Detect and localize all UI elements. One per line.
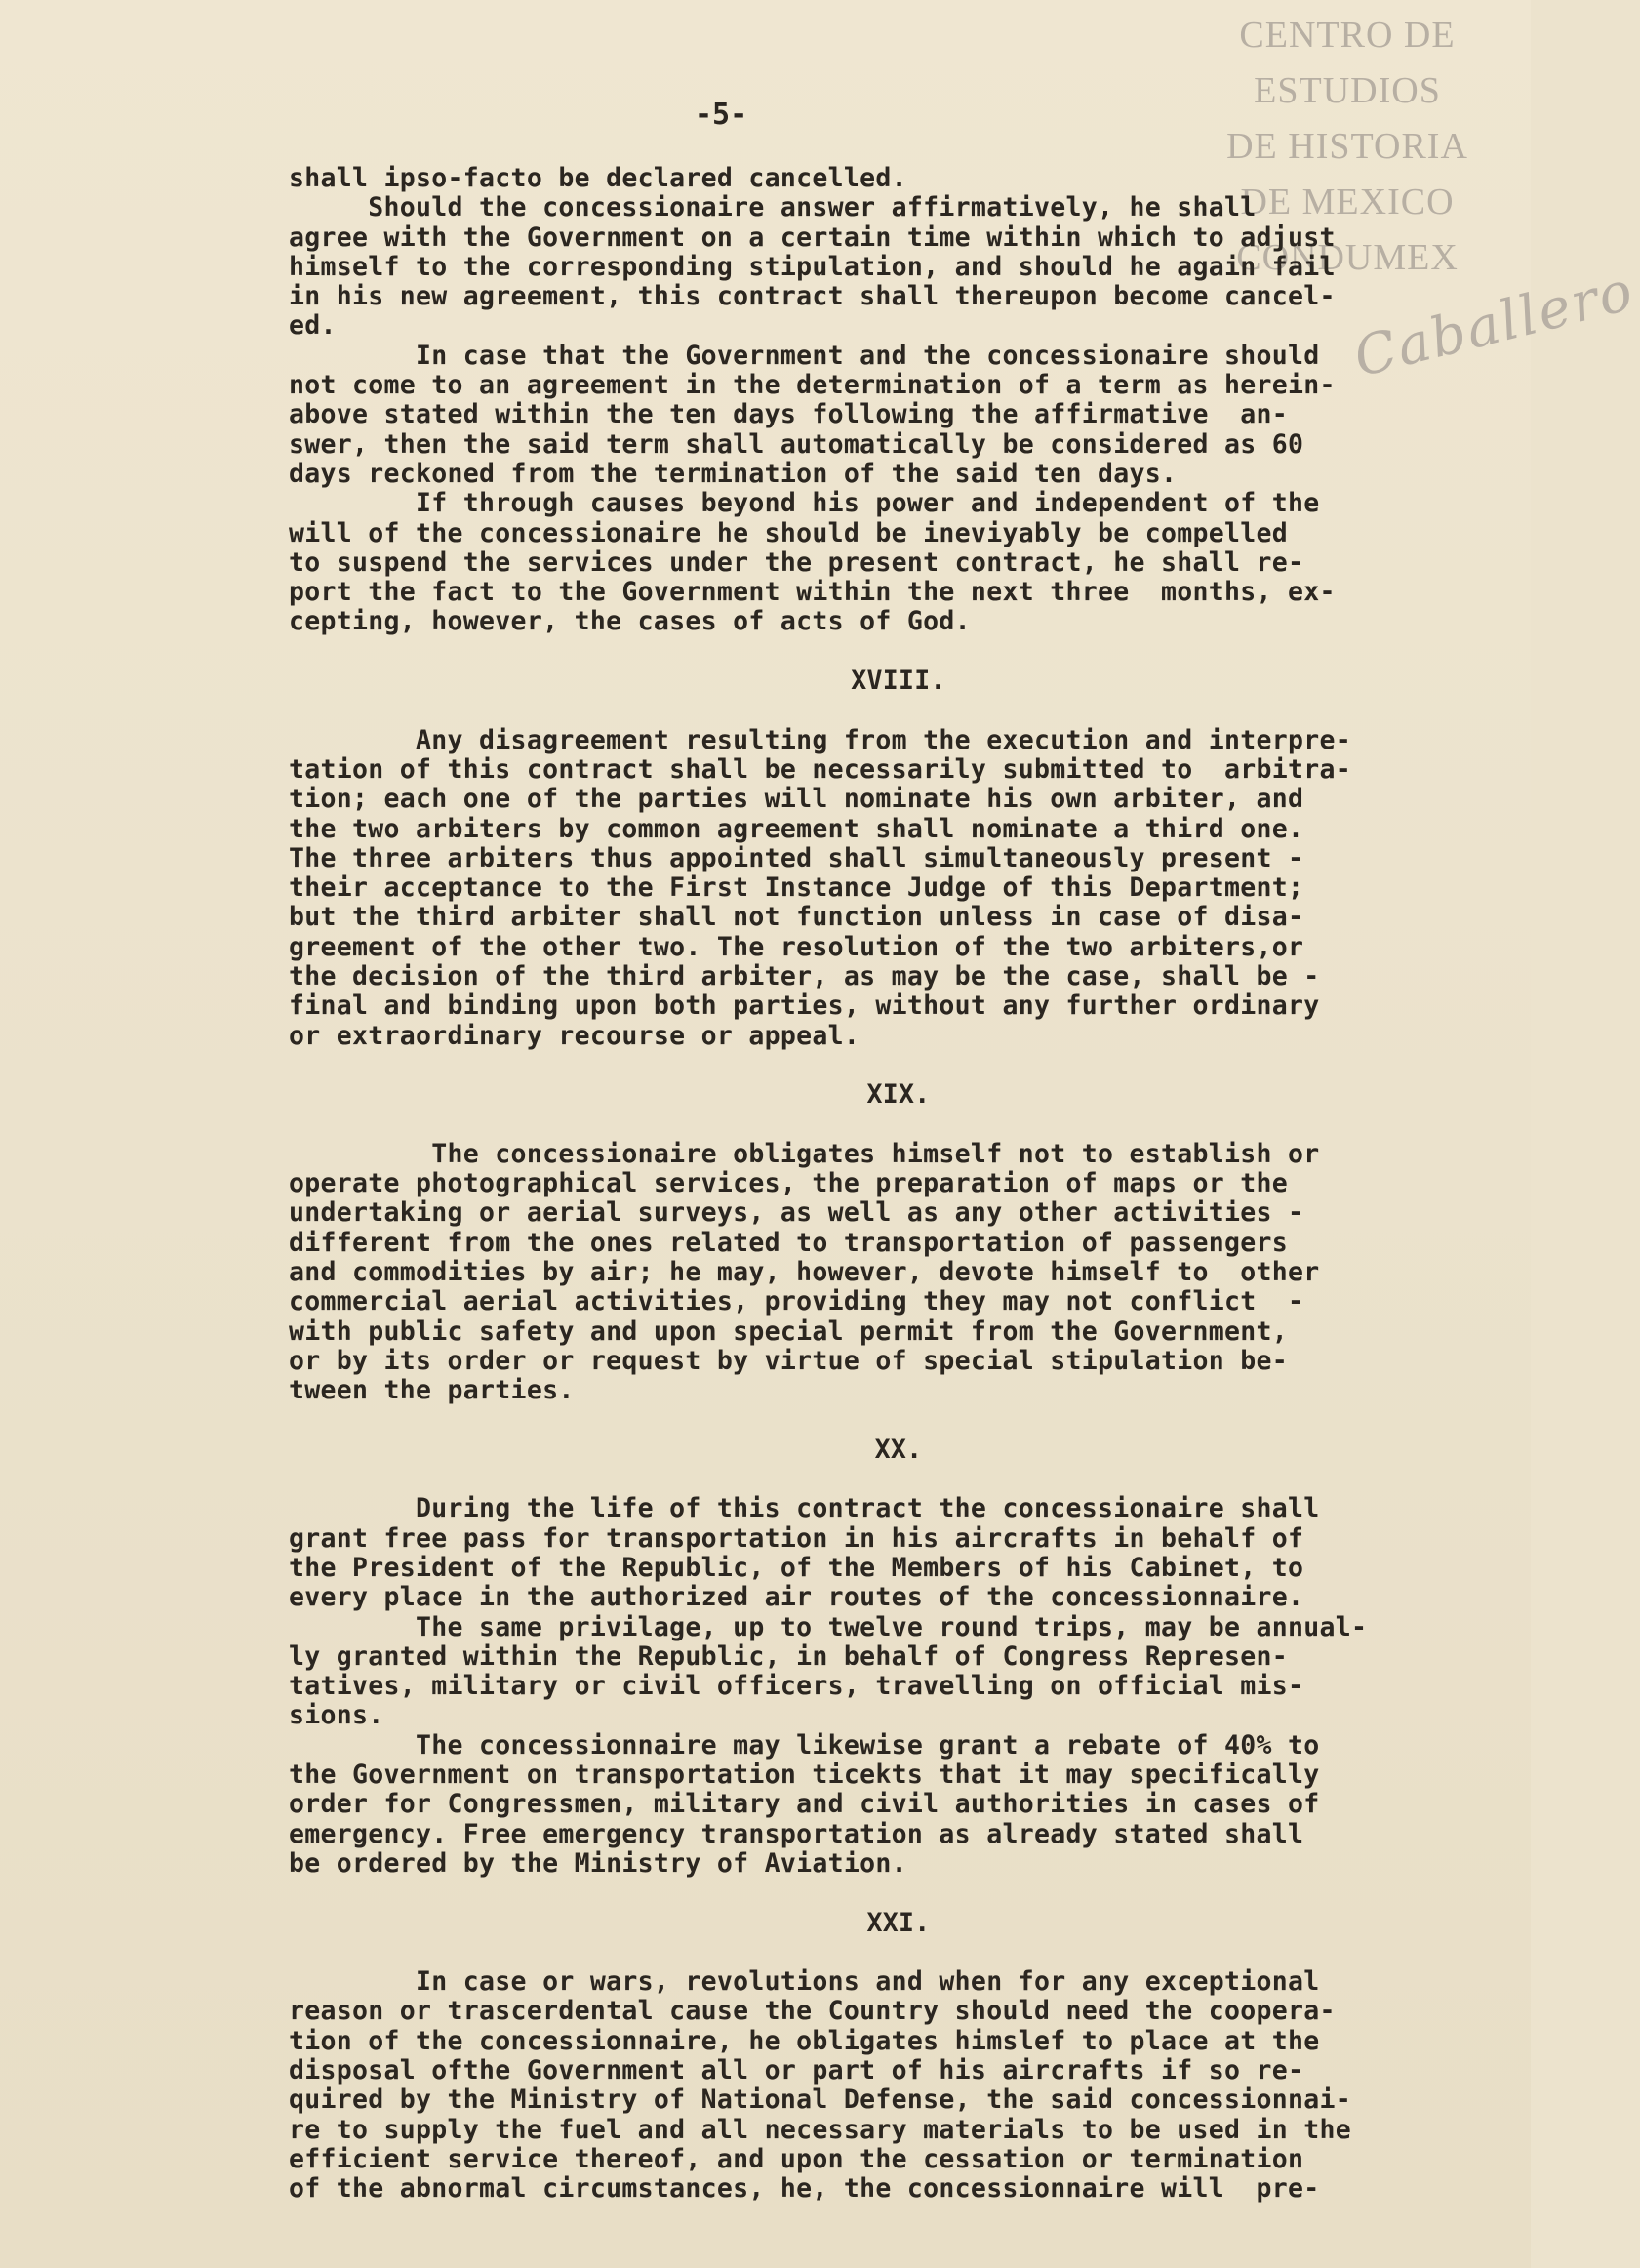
text-line: agree with the Government on a certain time within which to adjust xyxy=(289,222,1336,253)
text-line: but the third arbiter shall not function unless in case of disa- xyxy=(289,902,1304,933)
text-line: not come to an agreement in the determination of a term as herein- xyxy=(289,370,1336,401)
text-line: The concessionaire obligates himself not to establish or xyxy=(289,1138,1320,1169)
text-line: Any disagreement resulting from the execution and interpre- xyxy=(289,724,1352,755)
text-line: the decision of the third arbiter, as may be the case, shall be - xyxy=(289,961,1320,992)
text-line: order for Congressmen, military and civil authorities in cases of xyxy=(289,1789,1320,1820)
text-line: tation of this contract shall be necessarily submitted to arbitra- xyxy=(289,753,1352,785)
text-line: The concessionnaire may likewise grant a rebate of 40% to xyxy=(289,1729,1320,1761)
text-line: If through causes beyond his power and independent of the xyxy=(289,488,1320,519)
section-spacer xyxy=(289,1879,1508,1908)
text-line: In case that the Government and the concessionaire should xyxy=(289,340,1320,371)
text-line: During the life of this contract the concessionaire shall xyxy=(289,1493,1320,1524)
watermark-line: DE HISTORIA xyxy=(1226,126,1468,167)
section-spacer xyxy=(289,1465,1508,1494)
section-heading: XX. xyxy=(874,1434,923,1465)
text-line: tion of the concessionnaire, he obligates himslef to place at the xyxy=(289,2025,1320,2056)
text-line: grant free pass for transportation in his aircrafts in behalf of xyxy=(289,1522,1304,1554)
text-line: their acceptance to the First Instance Judge of this Department; xyxy=(289,872,1304,904)
text-line: undertaking or aerial surveys, as well as any other activities - xyxy=(289,1197,1304,1229)
text-line: final and binding upon both parties, without any further ordinary xyxy=(289,991,1320,1022)
text-line: tween the parties. xyxy=(289,1375,575,1406)
text-line: re to supply the fuel and all necessary materials to be used in the xyxy=(289,2114,1352,2145)
text-line: commercial aerial activities, providing they may not conflict - xyxy=(289,1286,1304,1317)
handwritten-signature: Caballero xyxy=(1347,259,1640,390)
section-heading: XIX. xyxy=(866,1079,931,1111)
text-line: greement of the other two. The resolution of the two arbiters,or xyxy=(289,931,1304,962)
page-number: -5- xyxy=(695,98,748,132)
text-line: port the fact to the Government within the next three months, ex- xyxy=(289,577,1336,608)
text-line: ly granted within the Republic, in behalf of Congress Represen- xyxy=(289,1640,1289,1672)
section-spacer xyxy=(289,1938,1508,1967)
text-line: or extraordinary recourse or appeal. xyxy=(289,1020,860,1051)
text-line: to suspend the services under the present contract, he shall re- xyxy=(289,547,1304,578)
text-line: quired by the Ministry of National Defense, the said concessionnai- xyxy=(289,2085,1352,2116)
watermark-line: CONDUMEX xyxy=(1236,237,1459,278)
text-line: In case or wars, revolutions and when for any exceptional xyxy=(289,1966,1320,1998)
text-line: in his new agreement, this contract shall thereupon become cancel- xyxy=(289,281,1336,312)
text-line: tatives, military or civil officers, travelling on official mis- xyxy=(289,1671,1304,1702)
section-heading: XVIII. xyxy=(851,666,946,697)
text-line: Should the concessionaire answer affirmatively, he shall xyxy=(289,192,1257,223)
text-line: of the abnormal circumstances, he, the concessionnaire will pre- xyxy=(289,2173,1320,2205)
text-line: every place in the authorized air routes of the concessionnaire. xyxy=(289,1582,1304,1613)
text-line: disposal ofthe Government all or part of his aircrafts if so re- xyxy=(289,2055,1304,2086)
document-body xyxy=(289,164,1508,2204)
text-line: reason or trascerdental cause the Country should need the coopera- xyxy=(289,1996,1336,2027)
text-line: above stated within the ten days following the affirmative an- xyxy=(289,399,1289,430)
section-spacer xyxy=(289,696,1508,725)
text-line: cepting, however, the cases of acts of God. xyxy=(289,606,971,637)
text-line: the Government on transportation ticekts that it may specifically xyxy=(289,1760,1320,1791)
text-line: ed. xyxy=(289,310,337,342)
text-line: The three arbiters thus appointed shall simultaneously present - xyxy=(289,842,1304,873)
section-spacer xyxy=(289,1051,1508,1080)
text-line: and commodities by air; he may, however, devote himself to other xyxy=(289,1256,1320,1287)
watermark-line: ESTUDIOS xyxy=(1254,70,1441,111)
watermark-line: CENTRO DE xyxy=(1239,15,1456,56)
section-spacer xyxy=(289,1111,1508,1140)
text-line: with public safety and upon special permit from the Government, xyxy=(289,1316,1289,1347)
text-line: or by its order or request by virtue of special stipulation be- xyxy=(289,1345,1289,1376)
text-line: shall ipso-facto be declared cancelled. xyxy=(289,163,907,193)
text-line: days reckoned from the termination of the said ten days. xyxy=(289,458,1178,489)
text-line: swer, then the said term shall automatically be considered as 60 xyxy=(289,428,1304,460)
text-line: emergency. Free emergency transportation as already stated shall xyxy=(289,1818,1304,1849)
text-line: operate photographical services, the preparation of maps or the xyxy=(289,1168,1289,1199)
text-line: efficient service thereof, and upon the cessation or termination xyxy=(289,2143,1304,2174)
text-line: the President of the Republic, of the Members of his Cabinet, to xyxy=(289,1552,1304,1583)
text-line: different from the ones related to transportation of passengers xyxy=(289,1227,1289,1258)
text-line: the two arbiters by common agreement shall nominate a third one. xyxy=(289,813,1304,844)
text-line: himself to the corresponding stipulation, and should he again fail xyxy=(289,251,1336,282)
section-heading: XXI. xyxy=(866,1907,931,1938)
text-line: The same privilage, up to twelve round trips, may be annual- xyxy=(289,1611,1368,1642)
text-line: be ordered by the Ministry of Aviation. xyxy=(289,1847,907,1879)
watermark-line: DE MEXICO xyxy=(1240,182,1455,223)
section-spacer xyxy=(289,1405,1508,1435)
section-spacer xyxy=(289,637,1508,667)
text-line: tion; each one of the parties will nominate his own arbiter, and xyxy=(289,784,1304,815)
text-line: will of the concessionaire he should be ineviyably be compelled xyxy=(289,517,1289,548)
text-line: sions. xyxy=(289,1700,384,1731)
